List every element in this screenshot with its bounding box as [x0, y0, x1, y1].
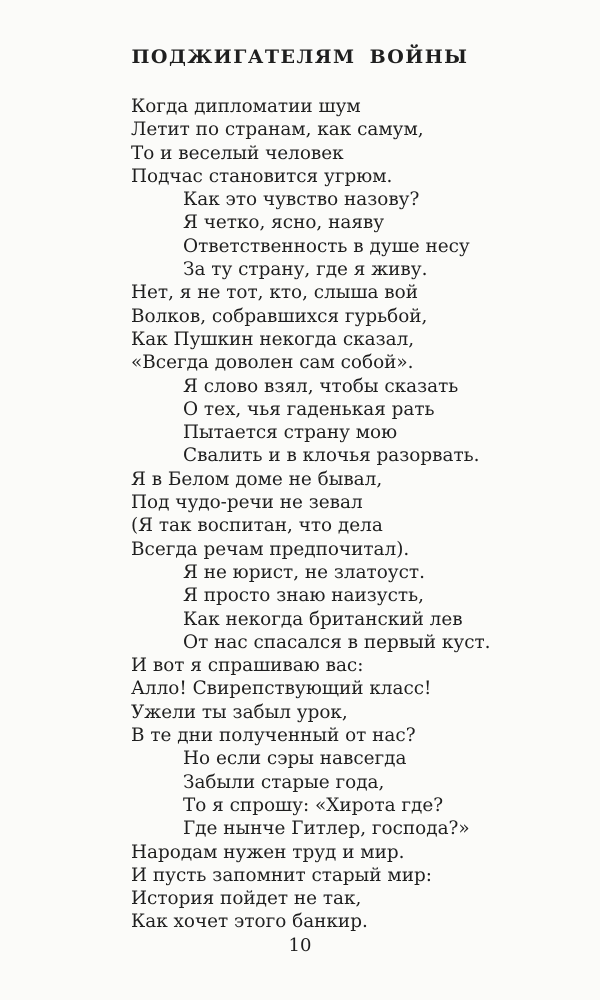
poem-line: О тех, чья гаденькая рать [183, 398, 435, 420]
poem-line: Свалить и в клочья разорвать. [183, 445, 480, 467]
poem-line: И вот я спрашиваю вас: [131, 655, 364, 677]
poem-line: Я в Белом доме не бывал, [131, 468, 383, 490]
poem-line: Я четко, ясно, наяву [183, 212, 385, 234]
poem-line: История пойдет не так, [131, 888, 362, 910]
poem-line: В те дни полученный от нас? [131, 725, 416, 747]
poem-line: Я просто знаю наизусть, [183, 585, 424, 607]
poem-line: Как Пушкин некогда сказал, [131, 328, 415, 350]
poem-line: Всегда речам предпочитал). [131, 538, 410, 560]
poem-line: Но если сэры навсегда [183, 748, 407, 770]
poem-line: «Всегда доволен сам собой». [131, 352, 414, 374]
poem-line: Я слово взял, чтобы сказать [183, 375, 459, 397]
poem-line: Нет, я не тот, кто, слыша вой [131, 282, 418, 304]
poem-line: То я спрошу: «Хирота где? [183, 794, 444, 816]
page-number: 10 [288, 935, 312, 956]
poem-line: Народам нужен труд и мир. [131, 841, 405, 863]
poem-line: И пусть запомнит старый мир: [131, 864, 432, 886]
poem-body [131, 95, 591, 934]
poem-title: ПОДЖИГАТЕЛЯМ ВОЙНЫ [131, 46, 469, 68]
poem-line: Как хочет этого банкир. [131, 911, 368, 933]
poem-line: Под чудо-речи не зевал [131, 492, 363, 514]
poem-line: (Я так воспитан, что дела [131, 515, 383, 537]
poem-line: Алло! Свирепствующий класс! [131, 678, 432, 700]
poem-line: Волков, собравшихся гурьбой, [131, 305, 428, 327]
poem-line: Когда дипломатии шум [131, 96, 361, 117]
poem-line: Где нынче Гитлер, господа?» [183, 818, 470, 840]
poem-line: Забыли старые года, [183, 771, 385, 793]
poem-line: Подчас становится угрюм. [131, 165, 393, 187]
poem-line: Как некогда британский лев [183, 608, 463, 630]
poem-line: Ответственность в душе несу [183, 235, 470, 257]
poem-line: За ту страну, где я живу. [183, 259, 428, 281]
poem-line: Пытается страну мою [183, 422, 398, 444]
poem-line: Как это чувство назову? [183, 189, 420, 211]
poem-line: Я не юрист, не златоуст. [183, 561, 425, 583]
poem-line: Летит по странам, как самум, [131, 119, 424, 141]
poem-line: Ужели ты забыл урок, [131, 701, 348, 723]
poem-line: От нас спасался в первый куст. [183, 631, 491, 653]
poem-line: То и веселый человек [131, 142, 344, 164]
